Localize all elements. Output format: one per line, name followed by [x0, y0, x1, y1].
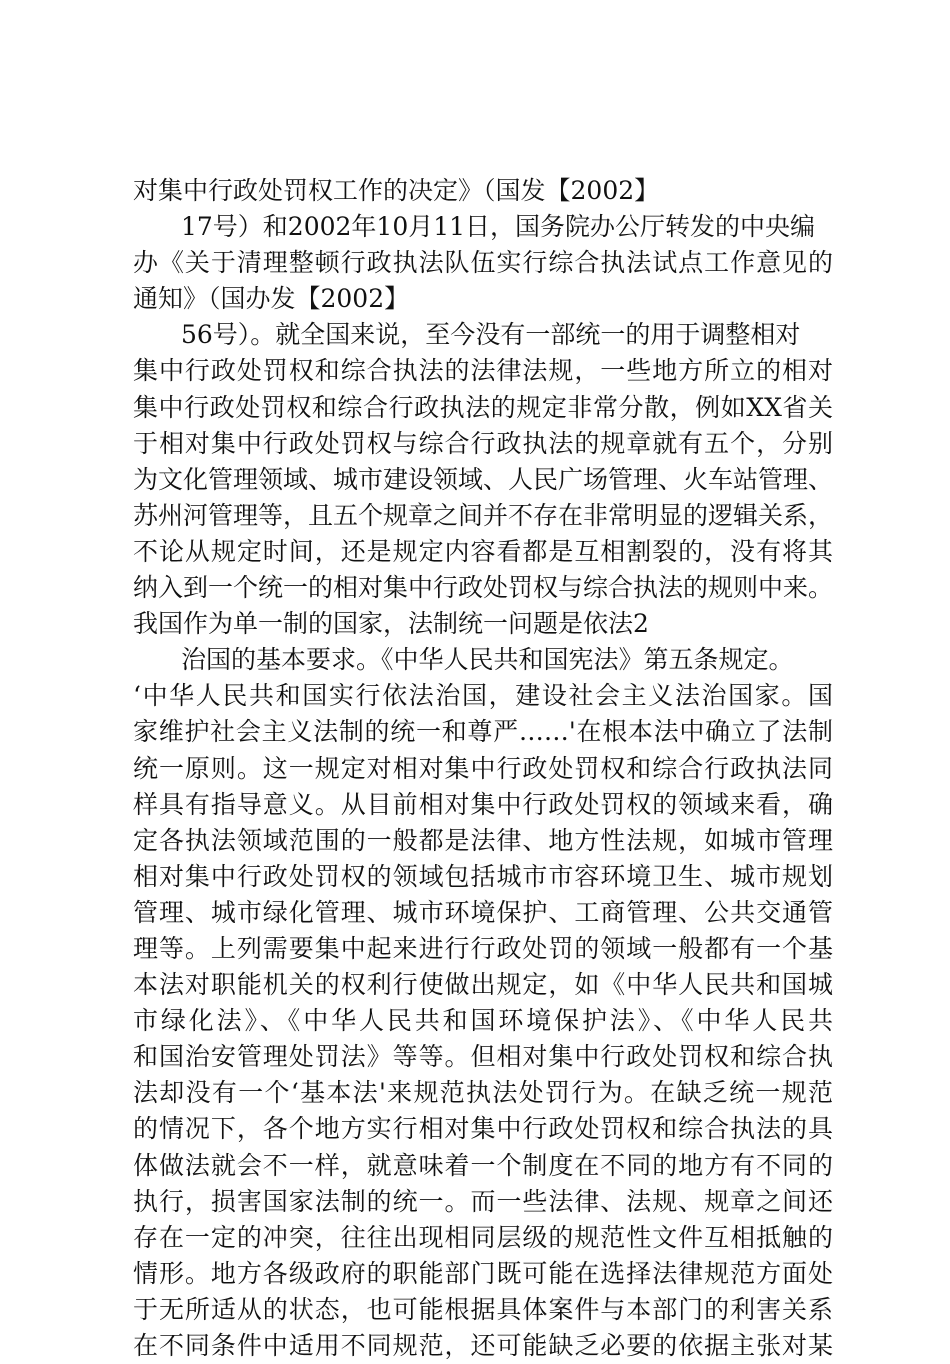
text-line: 对集中行政处罚权工作的决定》（国发【2002】	[133, 176, 660, 205]
text-line: 56号）。就全国来说，至今没有一部统一的用于调整相对	[181, 320, 801, 350]
text-line: 样具有指导意义。从目前相对集中行政处罚权的领域来看，确	[133, 789, 833, 819]
text-line: 集中行政处罚权和综合行政执法的规定非常分散，例如XX省关	[133, 392, 833, 422]
text-line: 市绿化法》、《中华人民共和国环境保护法》、《中华人民共	[133, 1006, 833, 1036]
text-line: 17号）和2002年10月11日，国务院办公厅转发的中央编	[181, 212, 816, 242]
text-line: 不论从规定时间，还是规定内容看都是互相割裂的，没有将其	[133, 536, 833, 566]
text-line: 情形。地方各级政府的职能部门既可能在选择法律规范方面处	[133, 1258, 833, 1288]
text-line: 苏州河管理等，且五个规章之间并不存在非常明显的逻辑关系，	[133, 500, 834, 530]
text-line: 办《关于清理整顿行政执法队伍实行综合执法试点工作意见的	[133, 248, 833, 278]
text-line: 通知》（国办发【2002】	[133, 284, 410, 314]
text-line: 纳入到一个统一的相对集中行政处罚权与综合执法的规则中来。	[133, 573, 834, 603]
text-line: 体做法就会不一样，就意味着一个制度在不同的地方有不同的	[133, 1150, 833, 1180]
text-line: 治国的基本要求。《中华人民共和国宪法》第五条规定。	[181, 645, 794, 675]
text-line: 于相对集中行政处罚权与综合行政执法的规章就有五个，分别	[133, 428, 833, 458]
text-line: 在不同条件中适用不同规范，还可能缺乏必要的依据主张对某	[133, 1331, 833, 1360]
text-line: 理等。上列需要集中起来进行行政处罚的领域一般都有一个基	[133, 933, 833, 963]
text-line: 相对集中行政处罚权的领域包括城市市容环境卫生、城市规划	[133, 861, 833, 891]
text-line: 法却没有一个‘基本法'来规范执法处罚行为。在缺乏统一规范	[133, 1078, 833, 1108]
text-line: 本法对职能机关的权利行使做出规定，如《中华人民共和国城	[133, 970, 833, 1000]
text-line: ‘中华人民共和国实行依法治国，建设社会主义法治国家。国	[133, 681, 833, 711]
text-line: 集中行政处罚权和综合执法的法律法规，一些地方所立的相对	[133, 356, 833, 386]
text-line: 统一原则。这一规定对相对集中行政处罚权和综合行政执法同	[133, 753, 833, 783]
text-line: 管理、城市绿化管理、城市环境保护、工商管理、公共交通管	[133, 897, 833, 927]
text-line: 执行，损害国家法制的统一。而一些法律、法规、规章之间还	[133, 1186, 833, 1216]
text-line: 的情况下，各个地方实行相对集中行政处罚权和综合执法的具	[133, 1114, 833, 1144]
text-line: 存在一定的冲突，往往出现相同层级的规范性文件互相抵触的	[133, 1222, 833, 1252]
text-line: 我国作为单一制的国家，法制统一问题是依法2	[133, 609, 649, 639]
text-line: 定各执法领域范围的一般都是法律、地方性法规，如城市管理	[133, 825, 833, 855]
text-line: 和国治安管理处罚法》等等。但相对集中行政处罚权和综合执	[133, 1042, 833, 1072]
text-line: 为文化管理领域、城市建设领域、人民广场管理、火车站管理、	[133, 464, 834, 494]
document-body	[133, 173, 833, 1364]
text-line: 家维护社会主义法制的统一和尊严……'在根本法中确立了法制	[133, 717, 833, 747]
text-line: 于无所适从的状态，也可能根据具体案件与本部门的利害关系	[133, 1294, 833, 1324]
